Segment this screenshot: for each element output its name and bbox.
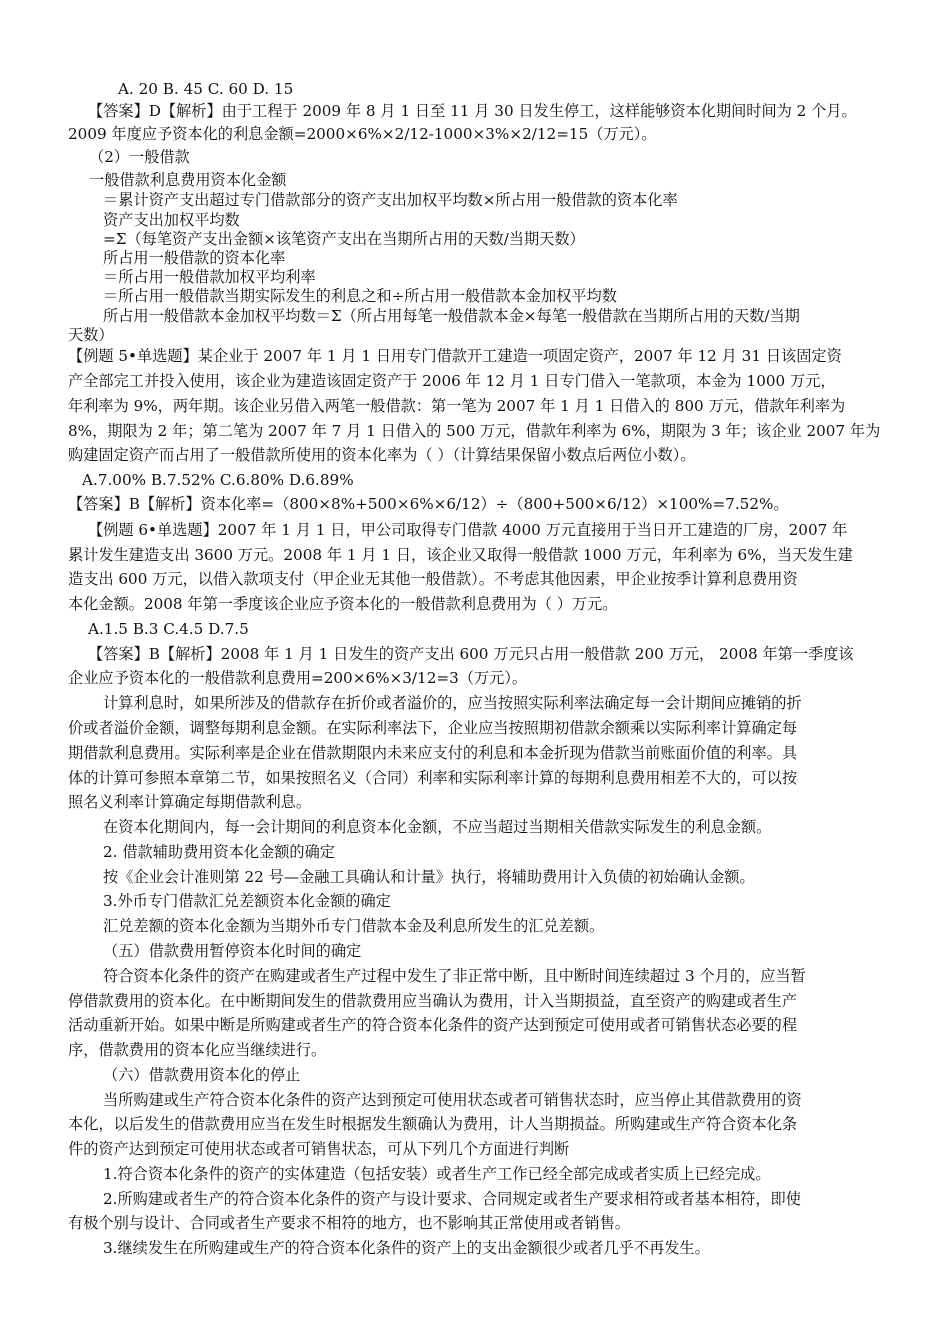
text-line: 本化金额。2008 年第一季度该企业应予资本化的一般借款利息费用为（ ）万元。 [68,595,618,613]
text-line: 价或者溢价金额，调整每期利息金额。在实际利率法下，企业应当按照期初借款余额乘以实际利率计算确定每 [68,719,797,737]
text-line: 件的资产达到预定可使用状态或者可销售状态，可从下列几个方面进行判断 [68,1140,570,1158]
text-line: =Σ（每笔资产支出金额×该笔资产支出在当期所占用的天数/当期天数） [103,230,585,248]
text-line: 购建固定资产而占用了一般借款所使用的资本化率为（ ）（计算结果保留小数点后两位小数）。 [68,446,696,464]
text-line: 1.符合资本化条件的资产的实体建造（包括安装）或者生产工作已经全部完成或者实质上已经完成。 [103,1165,771,1183]
text-line: A. 20 B. 45 C. 60 D. 15 [118,80,294,98]
text-line: ＝累计资产支出超过专门借款部分的资产支出加权平均数×所占用一般借款的资本化率 [103,191,678,209]
text-line: 2. 借款辅助费用资本化金额的确定 [103,843,335,861]
text-line: 符合资本化条件的资产在购建或者生产过程中发生了非正常中断，且中断时间连续超过 3 个月的，应当暂 [103,967,806,985]
text-line: 2.所购建或者生产的符合资本化条件的资产与设计要求、合同规定或者生产要求相符或者基本相符，即使 [103,1190,801,1208]
text-line: 造支出 600 万元，以借入款项支付（甲企业无其他一般借款）。不考虑其他因素，甲企业按季计算利息费用资 [68,570,798,588]
text-line: 资产支出加权平均数 [103,211,240,229]
text-line: 期借款利息费用。实际利率是企业在借款期限内未来应支付的利息和本金折现为借款当前账面价值的利率。具 [68,744,797,762]
text-line: 累计发生建造支出 3600 万元。2008 年 1 月 1 日，该企业又取得一般借款 1000 万元，年利率为 6%，当天发生建 [68,546,853,564]
text-line: 按《企业会计准则第 22 号—金融工具确认和计量》执行，将辅助费用计入负债的初始确认金额。 [103,868,755,886]
text-line: 3.继续发生在所购建或生产的符合资本化条件的资产上的支出金额很少或者几乎不再发生。 [103,1239,710,1257]
text-line: 所占用一般借款的资本化率 [103,249,286,267]
text-line: 企业应予资本化的一般借款利息费用=200×6%×3/12=3（万元）。 [68,669,528,687]
text-line: 在资本化期间内，每一会计期间的利息资本化金额，不应当超过当期相关借款实际发生的利息金额。 [103,818,772,836]
text-line: （六）借款费用资本化的停止 [103,1066,301,1084]
text-line: 年利率为 9%，两年期。该企业另借入两笔一般借款：第一笔为 2007 年 1 月 1 日借入的 800 万元，借款年利率为 [68,397,846,415]
text-line: 活动重新开始。如果中断是所购建或者生产的符合资本化条件的资产达到预定可使用或者可销售状态必要的程 [68,1016,797,1034]
text-line: （2）一般借款 [89,148,190,166]
text-line: 照名义利率计算确定每期借款利息。 [68,793,311,811]
text-line: 有极个别与设计、合同或者生产要求不相符的地方，也不影响其正常使用或者销售。 [68,1214,630,1232]
text-line: 本化，以后发生的借款费用应当在发生时根据发生额确认为费用，计人当期损益。所购建或生产符合资本化条 [68,1115,797,1133]
text-line: 所占用一般借款本金加权平均数＝Σ（所占用每笔一般借款本金×每笔一般借款在当期所占用的天数/当期 [103,307,800,325]
text-line: 天数） [68,326,114,344]
text-line: （五）借款费用暂停资本化时间的确定 [103,942,362,960]
text-line: 产全部完工并投入使用，该企业为建造该固定资产于 2006 年 12 月 1 日专门借入一笔款项，本金为 1000 万元， [68,372,836,390]
text-line: 【答案】D【解析】由于工程于 2009 年 8 月 1 日至 11 月 30 日发生停工，这样能够资本化期间时间为 2 个月。 [88,102,857,120]
text-line: 汇兑差额的资本化金额为当期外币专门借款本金及利息所发生的汇兑差额。 [103,917,605,935]
text-line: ＝所占用一般借款当期实际发生的利息之和÷所占用一般借款本金加权平均数 [103,287,617,305]
text-line: 当所购建或生产符合资本化条件的资产达到预定可使用状态或者可销售状态时，应当停止其借款费用的资 [103,1091,802,1109]
text-line: 【答案】B【解析】2008 年 1 月 1 日发生的资产支出 600 万元只占用一般借款 200 万元， 2008 年第一季度该 [88,645,854,663]
text-line: 8%，期限为 2 年；第二笔为 2007 年 7 月 1 日借入的 500 万元，借款年利率为 6%，期限为 3 年；该企业 2007 年为 [68,422,881,440]
text-line: A.1.5 B.3 C.4.5 D.7.5 [88,620,249,638]
text-line: 【例题 6•单选题】2007 年 1 月 1 日，甲公司取得专门借款 4000 万元直接用于当日开工建造的厂房，2007 年 [88,521,848,539]
text-line: 一般借款利息费用资本化金额 [89,171,287,189]
text-line: ＝所占用一般借款加权平均利率 [103,268,316,286]
text-line: 【例题 5•单选题】某企业于 2007 年 1 月 1 日用专门借款开工建造一项固定资产，2007 年 12 月 31 日该固定资 [68,347,842,365]
text-line: 停借款费用的资本化。在中断期间发生的借款费用应当确认为费用，计入当期损益，直至资产的购建或者生产 [68,992,797,1010]
text-line: A.7.00% B.7.52% C.6.80% D.6.89% [82,471,354,489]
text-line: 【答案】B【解析】资本化率=（800×8%+500×6%×6/12）÷（800+500×6/12）×100%=7.52%。 [68,495,789,513]
text-line: 2009 年度应予资本化的利息金额=2000×6%×2/12-1000×3%×2/12=15（万元）。 [68,125,657,143]
text-line: 计算利息时，如果所涉及的借款存在折价或者溢价的，应当按照实际利率法确定每一会计期间应摊销的折 [103,694,802,712]
text-line: 序，借款费用的资本化应当继续进行。 [68,1041,327,1059]
text-line: 体的计算可参照本章第二节，如果按照名义（合同）利率和实际利率计算的每期利息费用相差不大的，可以按 [68,769,797,787]
text-line: 3.外币专门借款汇兑差额资本化金额的确定 [103,892,391,910]
